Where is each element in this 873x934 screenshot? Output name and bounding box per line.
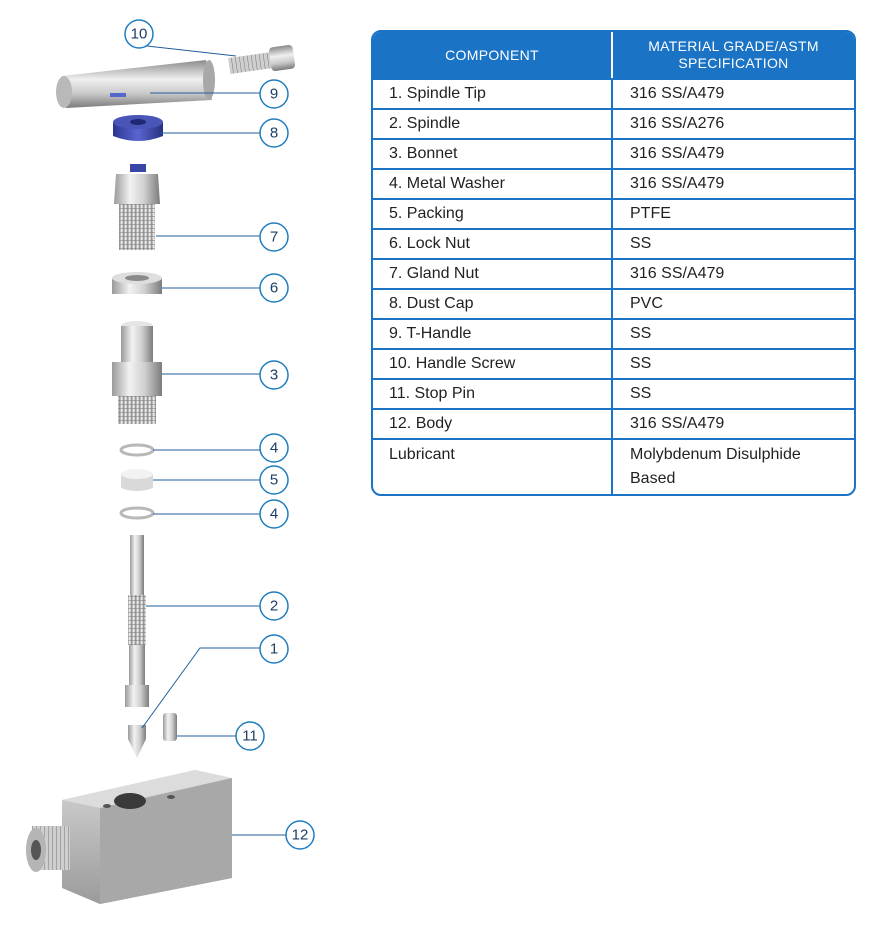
- callout-11: 11: [242, 727, 258, 745]
- material-cell: 316 SS/A479: [630, 265, 725, 282]
- exploded-parts-diagram: [0, 0, 360, 934]
- valve-body-part: [26, 770, 232, 904]
- table-row: [373, 198, 854, 228]
- table-row: [373, 258, 854, 288]
- spindle-tip-part: [128, 725, 146, 758]
- header-material-line2: SPECIFICATION: [678, 55, 789, 71]
- component-cell: 5. Packing: [373, 200, 613, 228]
- material-cell: 316 SS/A479: [630, 145, 725, 162]
- lock-nut-part: [112, 272, 162, 294]
- callout-10: 10: [130, 25, 148, 43]
- callout-4-upper: 4: [269, 439, 279, 457]
- callout-4-lower: 4: [269, 505, 279, 523]
- component-cell: 9. T-Handle: [373, 320, 613, 348]
- component-cell: 2. Spindle: [373, 110, 613, 138]
- material-spec-table: [371, 30, 856, 496]
- material-cell: 316 SS/A276: [630, 115, 725, 132]
- stop-pin-part: [163, 713, 177, 741]
- material-cell: SS: [630, 355, 652, 372]
- washer-part: [121, 508, 153, 518]
- callout-circles: [125, 20, 314, 849]
- material-cell: PTFE: [630, 205, 671, 222]
- washer-part: [121, 445, 153, 455]
- material-cell: SS: [630, 325, 652, 342]
- table-row: [373, 108, 854, 138]
- material-cell: SS: [630, 385, 652, 402]
- component-cell: 7. Gland Nut: [373, 260, 613, 288]
- lubricant-material-line1: Molybdenum Disulphide: [630, 446, 801, 463]
- component-cell: 8. Dust Cap: [373, 290, 613, 318]
- callout-2: 2: [269, 597, 279, 615]
- component-cell: 1. Spindle Tip: [373, 80, 613, 108]
- table-row: [373, 348, 854, 378]
- table-row: [373, 318, 854, 348]
- table-body: [373, 78, 854, 438]
- callout-5: 5: [269, 471, 279, 489]
- table-row: [373, 228, 854, 258]
- lubricant-material: [613, 440, 854, 494]
- table-row: [373, 378, 854, 408]
- lubricant-row: [373, 438, 854, 494]
- callout-12: 12: [291, 826, 309, 844]
- material-cell: PVC: [630, 295, 663, 312]
- header-material: [613, 32, 854, 78]
- component-cell: 10. Handle Screw: [373, 350, 613, 378]
- callout-3: 3: [269, 366, 279, 384]
- component-cell: 3. Bonnet: [373, 140, 613, 168]
- component-cell: 6. Lock Nut: [373, 230, 613, 258]
- table-row: [373, 78, 854, 108]
- callout-7: 7: [269, 228, 279, 246]
- table-row: [373, 168, 854, 198]
- callout-6: 6: [269, 279, 279, 297]
- table-row: [373, 138, 854, 168]
- material-cell: 316 SS/A479: [630, 415, 725, 432]
- t-handle-part: [56, 60, 215, 108]
- lubricant-material-line2: Based: [630, 470, 676, 487]
- packing-part: [121, 469, 153, 491]
- header-material-line1: MATERIAL GRADE/ASTM: [648, 38, 819, 54]
- component-cell: 12. Body: [373, 410, 613, 438]
- gland-nut-part: [114, 164, 160, 250]
- bonnet-part: [112, 321, 162, 424]
- component-cell: 4. Metal Washer: [373, 170, 613, 198]
- table-row: [373, 288, 854, 318]
- table-row: [373, 408, 854, 438]
- component-cell: 11. Stop Pin: [373, 380, 613, 408]
- callout-8: 8: [269, 124, 279, 142]
- material-cell: SS: [630, 235, 652, 252]
- header-component: COMPONENT: [373, 32, 613, 78]
- table-header-row: [373, 32, 854, 78]
- lubricant-label: Lubricant: [373, 440, 613, 494]
- callout-9: 9: [269, 85, 279, 103]
- material-cell: 316 SS/A479: [630, 175, 725, 192]
- spindle-part: [125, 535, 149, 707]
- material-cell: 316 SS/A479: [630, 85, 725, 102]
- callout-1: 1: [269, 640, 279, 658]
- handle-screw-part: [228, 44, 295, 74]
- dust-cap-part: [113, 115, 163, 141]
